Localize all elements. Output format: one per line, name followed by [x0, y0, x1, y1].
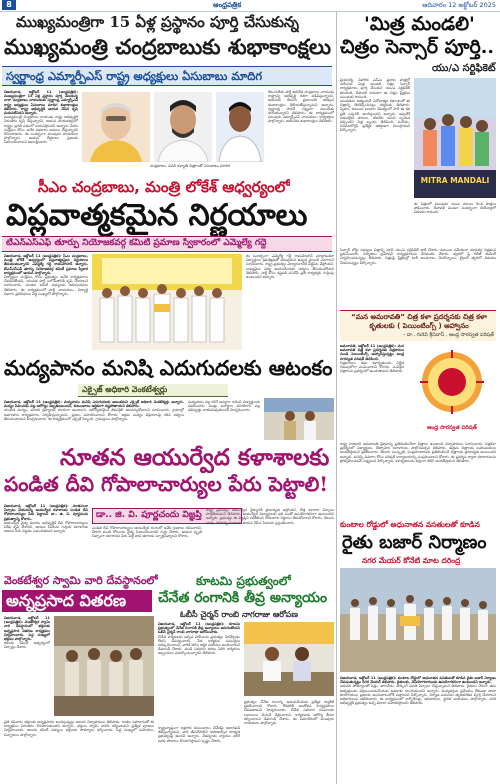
- story3-headline: మద్యపానం మనిషి ఎదుగుదలకు ఆటంకం: [4, 356, 333, 380]
- story9-body: విజయవాడ, అక్టోబర్ 11 (ఆంధ్రపత్రిక): కుంటాల రోడ్డులో అధునాతన వసతులతో కూడిన రైతు బజార్ నిర్మాణం చేపడుతున్నట్లు నగర మేయర్ తెలిపారు. రైతులకు, వినియోగదారులకు ఉపయోగకరంగా ఉంటుందని అన్నారు. ఆధునిక సౌకర్యాలతో షెడ్లు, తాగునీరు, పార్కింగ్ వసతి ఏర్పాటు చేస్తున్నామని తెలిపారు. రైతులు నేరుగా తమ ఉత్పత్తులను విక్రయించుకునేందుకు అవకాశం కలుగుతుందని అన్నారు. మధ్యవర్తుల ప్రమేయం లేకుండా తాజా కూరగాయలు ప్రజలకు అందుబాటులోకి వస్తాయని పేర్కొన్నారు. నిర్మాణ పనులను త్వరితగతిన పూర్తి చేయాలని అధికారులను ఆదేశించారు. ఈ కార్యక్రమంలో కార్పొరేటర్లు, అధికారులు, స్థానిక నాయకులు పాల్గొన్నారు. నగర అభివృద్ధికి ప్రభుత్వం అన్ని విధాలా సహకరిస్తోందని తెలిపారు.: [340, 676, 496, 706]
- rythu-bazar-photo: [340, 568, 496, 672]
- story4-body-col3: రాష్ట్ర ప్రభుత్వం ఆయుర్వేద వైద్యానికి ప్రాధాన్యత ఇస్తోందని, కొత్త కళాశాల ఏర్పాటు హర్షణీయమని తెలిపారు. ఆయుర్వేద విద్యార్థులకు ఇది ఎంతో ఉపయోగకరంగా ఉంటుందని అన్నారు. ప్రభుత్వం ఈ విజ్ఞప్తిని పరిశీలించి సానుకూల నిర్ణయం తీసుకోవాలని కోరారు. తెలుగు భాషా, సాహిత్య రంగాలకు ఆయన చేసిన సేవలను ప్రస్తుతించారు.: [206, 508, 334, 525]
- story2-headline: విప్లవాత్మకమైన నిర్ణయాలు: [6, 198, 308, 233]
- story7-headline-line2: చిత్రం సెన్సార్ పూర్తి..: [340, 36, 495, 58]
- page-date: ఆదివారం 12 అక్టోబర్ 2025: [422, 1, 496, 9]
- story6-kicker: కూటమి ప్రభుత్వంలో: [196, 574, 292, 588]
- poster-title: MITRA MANDALI: [420, 176, 490, 185]
- nagaraju-press-photo: [244, 622, 334, 696]
- story8-quote: “మన అమరావతి” చిత్ర కళా ప్రదర్శనకు చిత్ర కళా కృతులకు ( పెయింటింగ్స్ ) ఆహ్వానం: [351, 313, 487, 330]
- story5-body-col2: ప్రతి శనివారం భక్తులకు అన్నప్రసాదం అందిస్తున్నట్లు ఆలయ నిర్వాహకులు తెలిపారు. దాతల సహకారంతో ఈ కార్యక్రమం నిరంతరం కొనసాగుతుందని అన్నారు. భక్తులు స్వామి వారిని దర్శించుకుని ప్రత్యేక పూజలు నిర్వహించారు. ఆలయ కమిటీ సభ్యులు భక్తులకు సౌకర్యాలు కల్పించారు. పెద్ద సంఖ్యలో మహిళలు, చిన్నారులు పాల్గొన్నారు.: [4, 720, 154, 737]
- mitra-mandali-poster: [414, 78, 496, 198]
- story4-headline-line2: పండిత దీవి గోపాలాచార్యుల పేరు పెట్టాలి!: [4, 472, 329, 496]
- story7-body: ప్రియదర్శి, నిహారిక ఎన్ఎం ప్రధాన పాత్రల్లో నటించిన మిత్ర మండలి చిత్రం సెన్సార్ కార్యక్రమాలు పూర్తి చేసుకుని యు/ఎ సర్టిఫికెట్ పొందింది. దీపావళి కానుకగా ఈ చిత్రం ప్రేక్షకుల ముందుకు రానుంది. యువతను ఆకట్టుకునే వినోదాత్మక కథాంశంతో ఈ చిత్రాన్ని తెరకెక్కించినట్లు దర్శకుడు తెలిపారు. స్నేహం, కుటుంబ బంధాల నేపథ్యంలో సాగే ఈ కథ ప్రతి ఒక్కరినీ అలరిస్తుందని అన్నారు. ఇప్పటికే విడుదలైన పాటలు, టీజర్‌కు మంచి స్పందన వచ్చిందని చిత్ర బృందం తెలిపింది. సంగీతం, సినిమాటోగ్రఫీ ప్రత్యేక ఆకర్షణగా నిలుస్తాయని పేర్కొన్నారు.: [340, 78, 410, 133]
- story2-body: విజయవాడ, అక్టోబర్ 11 (ఆంధ్రపత్రిక): సీఎం చంద్రబాబు, మంత్రి లోకేశ్ ఆధ్వర్యంలో విప్లవాత్మకమైన నిర్ణయాలు తీసుకుంటున్నారని ఎమ్మెల్యే గద్దె రామమోహన్ అన్నారు. టీఎన్ఎస్ఎఫ్ తూర్పు నియోజకవర్గ కమిటీ ప్రమాణ స్వీకార కార్యక్రమంలో ఆయన పాల్గొన్నారు. విద్యార్థుల సంక్షేమం కోసం ప్రభుత్వం అనేక కార్యక్రమాలు చేపడుతోందని, యువత పార్టీ బలోపేతానికి కృషి చేయాలని సూచించారు. నూతన కమిటీ సభ్యులకు అభినందనలు తెలిపారు. ఈ కార్యక్రమంలో పార్టీ నాయకులు, విద్యార్థి విభాగం ప్రతినిధులు పెద్ద సంఖ్యలో పాల్గొన్నారు.: [4, 254, 88, 296]
- page-number: 8: [2, 0, 16, 10]
- story6-body: విజయవాడ, అక్టోబర్ 11 (ఆంధ్రపత్రిక): కూటమి ప్రభుత్వంలో చేనేత రంగానికి తీవ్ర అన్యాయం జరుగుతోందని ఓబీసీ చైర్మన్ రాంబి నాగరాజు ఆరోపించారు. చేనేత కార్మికులకు ఇచ్చిన హామీలను ప్రభుత్వం నెరవేర్చడం లేదని విమర్శించారు. నేత కార్మికుల సమస్యలు పరిష్కరించాలని, వారికి తగిన ఆర్థిక సహాయం అందించాలని డిమాండ్ చేశారు. ముడి సరుకుల ధరలు పెరిగి కార్మికులు ఇబ్బందులు ఎదుర్కొంటున్నారని తెలిపారు.: [158, 622, 240, 656]
- yesubabu-madiga-photo: [216, 92, 264, 162]
- story7-headline-line1: 'మిత్ర మండలి': [364, 13, 475, 35]
- story4-body: విజయవాడ, అక్టోబర్ 11 (ఆంధ్రపత్రిక): నూతనంగా ఏర్పాటు చేయనున్న ఆయుర్వేద కళాశాలకు పండిత దీవి గోపాలాచార్యుల పేరు పెట్టాలని డా.. జి. వి. పూర్ణచందు ప్రభుత్వాన్ని కోరారు. ఆయుర్వేద వైద్య విధానం అభివృద్ధికి దీవి గోపాలాచార్యులు విశేష కృషి చేశారని, ఆయన సేవలను గుర్తించి కళాశాలకు ఆయన పేరు పెట్టడం సముచితమని అన్నారు.: [4, 504, 88, 534]
- annaprasada-photo: [54, 616, 154, 716]
- story6-body-col2: ప్రభుత్వం చేనేత రంగాన్ని ఆదుకునేందుకు ప్రత్యేక ప్యాకేజీ ప్రకటించాలని కోరారు. లేకపోతే ఆందోళన కార్యక్రమాలు చేపడతామని హెచ్చరించారు. చేనేత సహకార సంఘాలకు బకాయిలు వెంటనే చెల్లించాలని, కార్మికులకు ఆరోగ్య బీమా కల్పించాలని డిమాండ్ చేశారు. ఈ సమావేశంలో పలువురు నాయకులు పాల్గొన్నారు.: [244, 700, 334, 726]
- page-header: [0, 0, 500, 12]
- story8-body: అమరావతి, అక్టోబర్ 11 (ఆంధ్రపత్రిక): మన అమరావతి చిత్ర కళా ప్రదర్శనకు చిత్రకారుల నుండి పెయింటింగ్స్ ఆహ్వానిస్తున్నట్లు ఆంధ్ర సారస్వత పరిషత్ తెలిపింది. చిత్రకారులు తమ కళాకృతులను నిర్ణీత గడువులోగా పంపించాలని కోరారు. ఎంపికైన చిత్రాలను ప్రదర్శనలో ఉంచుతామని తెలిపారు.: [340, 344, 404, 374]
- story1-headline: ముఖ్యమంత్రి చంద్రబాబుకు శుభాకాంక్షలు: [4, 34, 332, 59]
- story7-body-col2: ఈ చిత్రంలో పలువురు యువ నటులు కీలక పాత్రలు పోషించారు. దీపావళి పండుగ సందర్భంగా థియేటర్లలో విడుదల కానుంది.: [414, 202, 496, 215]
- story5-headline-box: అన్నప్రసాద వితరణ: [2, 590, 152, 612]
- story3-body: విజయవాడ, అక్టోబర్ 11 (ఆంధ్రపత్రిక): మద్యపానం మనిషి ఎదుగుదలకు ఆటంకమని ఎక్సైజ్ అధికారి వెంకటేశ్వర్లు అన్నారు. మద్యం సేవించడం వల్ల ఆరోగ్యం దెబ్బతింటుందని, కుటుంబాలు ఆర్థికంగా నష్టపోతాయని తెలిపారు. యువత మద్యం, మాదక ద్రవ్యాలకు దూరంగా ఉండాలని, ఆరోగ్యకరమైన జీవనశైలి అలవర్చుకోవాలని సూచించారు. గ్రామాల్లో అవగాహన కార్యక్రమాలు నిర్వహిస్తున్నామని, ప్రజలు సహకరించాలని కోరారు. అక్రమ మద్యం విక్రయాలపై కఠిన చర్యలు తీసుకుంటామని హెచ్చరించారు. ఈ కార్యక్రమంలో ఎక్సైజ్ సిబ్బంది, గ్రామస్తులు పాల్గొన్నారు.: [4, 400, 184, 421]
- story5-kicker: వెంకటేశ్వర స్వామి వారి దేవస్థానంలో: [4, 574, 158, 587]
- story3-body-col2: మద్యపానం వల్ల కలిగే అనర్థాల గురించి విద్యార్థులకు వివరించారు. మత్తు పదార్థాల వినియోగం వల్ల భవిష్యత్తు నాశనమవుతుందని హెచ్చరించారు.: [188, 400, 260, 413]
- story1-kicker: ముఖ్యమంత్రిగా 15 ఏళ్ల ప్రస్థానం పూర్తి చేసుకున్న: [16, 13, 299, 31]
- story8-body-wide: రాష్ట్ర రాజధాని అమరావతి వైభవాన్ని ప్రతిబింబించేలా చిత్రాలు ఉండాలని నిర్వాహకులు సూచించారు. చిత్రకళా ప్రదర్శనలో విద్యార్థులు, ఔత్సాహిక కళాకారులు పాల్గొనవచ్చని తెలిపారు. ఉత్తమ చిత్రాలకు బహుమతులు అందజేస్తామని ప్రకటించారు. తెలుగు సంస్కృతి, సంప్రదాయాలను ప్రతిబింబించే చిత్రాలకు ప్రాధాన్యత ఉంటుందని అన్నారు. మరిన్ని వివరాల కోసం పరిషత్ కార్యాలయాన్ని సంప్రదించాలని కోరారు. ఈ ప్రదర్శన ద్వారా కళాకారులను ప్రోత్సహించడమే లక్ష్యమని పేర్కొన్నారు. కళాకృతులను భద్రంగా తిరిగి అందజేస్తామని తెలిపారు.: [340, 442, 496, 463]
- column-divider: [336, 12, 337, 784]
- emblem-caption: ఆంధ్ర సారస్వత పరిషత్: [427, 425, 477, 431]
- story2-body-col2: ఈ సందర్భంగా ఎమ్మెల్యే గద్దె రామమోహన్ మాట్లాడుతూ విద్యార్థులు క్రమశిక్షణతో చదువుకుని ఉన్నత స్థాయికి ఎదగాలని సూచించారు. రాష్ట్ర ప్రభుత్వం విద్యారంగానికి పెద్దపీట వేస్తోందని, నాణ్యమైన విద్య అందించేందుకు చర్యలు తీసుకుంటోందని తెలిపారు. పార్టీ కోసం కష్టపడి పనిచేసే ప్రతి కార్యకర్తకు గుర్తింపు ఉంటుందని అన్నారు.: [246, 254, 334, 280]
- paper-name: ఆంధ్రపత్రిక: [213, 1, 242, 9]
- story1-body-col2: తెలుగుదేశం పార్టీ అధినేత చంద్రబాబు నాయుడు రాష్ట్రాన్ని అభివృద్ధి దిశగా నడిపిస్తున్నారని, ఆయనకు తెలుగు ప్రజలందరి తరఫున శుభాకాంక్షలు తెలియజేస్తున్నామని అన్నారు. స్వర్ణాంధ్ర సాధనే లక్ష్యంగా ముందుకు సాగుతున్నారని తెలిపారు. ఈ కార్యక్రమంలో పలువురు ఎమ్మార్పీఎస్ నాయకులు, కార్యకర్తలు పాల్గొన్నారు. ఆయనకు శుభాకాంక్షలు తెలిపారు.: [268, 90, 334, 124]
- story2-strap: టీఎన్ఎస్ఎఫ్ తూర్పు నియోజకవర్గ కమిటీ ప్రమాణ స్వీకారంలో ఎమ్మెల్యే గద్దె: [2, 236, 332, 252]
- chandrababu-photo: [82, 92, 150, 162]
- story2-kicker: సీఎం చంద్రబాబు, మంత్రి లోకేశ్ ఆధ్వర్యంలో: [38, 178, 291, 196]
- story1-body: విజయవాడ, అక్టోబర్ 11 (ఆంధ్రపత్రిక): ముఖ్యమంత్రిగా 15 ఏళ్ల ప్రస్థానం పూర్తి చేసుకున్న నారా చంద్రబాబు నాయుడుకు స్వర్ణాంధ్ర ఎమ్మార్పీఎస్ రాష్ట్ర అధ్యక్షులు ఏసుబాబు మాదిగ శుభాకాంక్షలు తెలిపారు. రాష్ట్ర అభివృద్ధికి ఆయన చేసిన కృషి మరువలేనిదని అన్నారు. ముఖ్యమంత్రి చంద్రబాబు నాయుడు రాష్ట్ర అభివృద్ధికి నిరంతరం కృషి చేస్తున్నారని, ఆయన నాయకత్వంలో రాష్ట్రం ప్రగతి పథంలో పయనిస్తోందని అన్నారు. పేదల సంక్షేమం కోసం అనేక పథకాలు అమలు చేస్తున్నారని కొనియాడారు. ఈ సందర్భంగా పలువురు నాయకులు పాల్గొన్నారు. ఆయన దీర్ఘకాలం ప్రజలకు సేవలందించాలని ఆకాంక్షించారు.: [4, 90, 78, 145]
- story6-strap: ఓబీసీ చైర్మన్ రాంబి నాగరాజు ఆరోపణ: [180, 610, 298, 619]
- pawan-kalyan-photo: [154, 92, 212, 162]
- story5-body: విజయవాడ, అక్టోబర్ 11 (ఆంధ్రపత్రిక): వెంకటేశ్వర స్వామి వారి దేవస్థానంలో భక్తులకు అన్నప్రసాద వితరణ కార్యక్రమం నిర్వహించారు. పెద్ద సంఖ్యలో భక్తులు పాల్గొన్నారు. ఆలయ కమిటీ ఆధ్వర్యంలో ఏర్పాట్లు చేశారు.: [4, 616, 50, 650]
- story4-headline-line1: నూతన ఆయుర్వేద కళాశాలకు: [60, 444, 330, 471]
- excise-officer-photo: [264, 398, 334, 440]
- story4-tag: డా.. జి. వి. పూర్ణచందు విజ్ఞప్తి: [92, 508, 242, 524]
- tnsf-ceremony-photo: [92, 254, 242, 350]
- story1-caption: చంద్రబాబు, పవన్ కళ్యాణ్ చిత్రాలతో ఏసుబాబు మాదిగ: [150, 164, 231, 168]
- story9-strap: నగర మేయర్ కోనేటి మాట దరింద్ర: [362, 556, 461, 565]
- story6-body-col3: రాష్ట్రవ్యాప్తంగా లక్షలాది కుటుంబాలు చేనేతపై ఆధారపడి జీవిస్తున్నాయని, వారి జీవనోపాధిని కాపాడాల్సిన బాధ్యత ప్రభుత్వంపై ఉందని అన్నారు. నేతన్నలకు న్యాయం జరిగే వరకు పోరాటం కొనసాగిస్తామని స్పష్టం చేశారు.: [158, 726, 240, 743]
- story9-headline: రైతు బజార్ నిర్మాణం: [342, 532, 487, 553]
- story7-body-wide: సెన్సార్ బోర్డు సభ్యులు చిత్రాన్ని చూసి యు/ఎ సర్టిఫికెట్ జారీ చేశారు. కుటుంబ సమేతంగా చూడదగ్గ చిత్రమని ప్రశంసించారు. నిర్మాతలు ప్రమోషన్ కార్యక్రమాలను వేగవంతం చేశారు. త్వరలో ప్రీ రిలీజ్ ఈవెంట్ నిర్వహించనున్నట్లు తెలిపారు. చిత్రంపై ప్రేక్షకుల్లో భారీ అంచనాలు నెలకొన్నాయి. ట్రైలర్ త్వరలో విడుదల చేయనున్నట్లు పేర్కొన్నారు.: [340, 248, 496, 265]
- story1-strap: స్వర్ణాంధ్ర ఎమ్మార్పీఎస్ రాష్ట్ర అధ్యక్షులు ఏసుబాబు మాదిగ: [2, 66, 332, 86]
- story3-strap: ఎక్సైజ్ అధికారి వెంకటేశ్వర్లు: [78, 384, 228, 397]
- story4-body-col2: పండిత దీవి గోపాలాచార్యులు ఆయుర్వేద రంగంలో అనేక గ్రంథాలు రచించారని, వేలాది మంది రోగులకు వైద్య సేవలందించారని గుర్తు చేశారు. ఆయన స్మృతి చిహ్నంగా కళాశాలకు పేరు పెట్టి భావి తరాలకు స్ఫూర్తినివ్వాలని కోరారు.: [92, 526, 202, 539]
- parishat-emblem: [408, 344, 496, 438]
- story8-credit: – డా.. గురివి శ్రీనివాస్ , ఆంధ్ర సారస్వత పరిషత్: [402, 332, 494, 338]
- story6-headline: చేనేత రంగానికి తీవ్ర అన్యాయం: [158, 590, 328, 606]
- story7-strap: యు/ఎ సర్టిఫికెట్: [432, 63, 496, 74]
- story9-kicker: కుంటాల రోడ్డులో అధునాతన వసతులతో కూడిన: [340, 520, 480, 529]
- story8-quote-box: [340, 310, 496, 341]
